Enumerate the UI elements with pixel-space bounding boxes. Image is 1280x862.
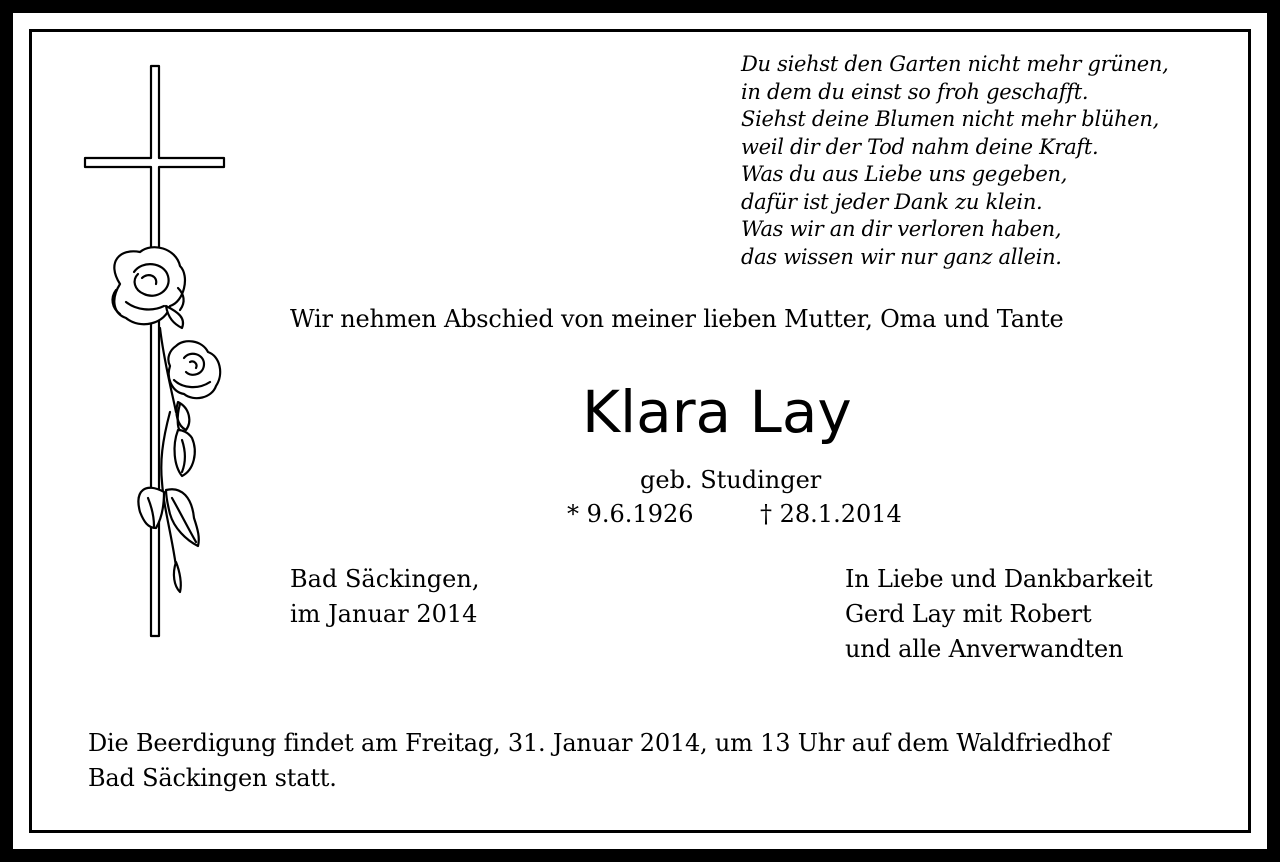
date-line: im Januar 2014 bbox=[290, 600, 478, 628]
place-line: Bad Säckingen, bbox=[290, 565, 480, 593]
birth-date: * 9.6.1926 bbox=[567, 500, 694, 528]
poem-line: Siehst deine Blumen nicht mehr blühen, bbox=[741, 107, 1160, 131]
poem-line: in dem du einst so froh geschafft. bbox=[741, 79, 1089, 104]
mourners-line: Gerd Lay mit Robert bbox=[845, 600, 1092, 628]
death-date: † 28.1.2014 bbox=[760, 500, 902, 528]
poem-line: Was du aus Liebe uns gegeben, bbox=[741, 162, 1068, 186]
poem-line: Was wir an dir verloren haben, bbox=[741, 217, 1062, 241]
funeral-details bbox=[88, 726, 1110, 796]
funeral-line: Die Beerdigung findet am Freitag, 31. Januar 2014, um 13 Uhr auf dem Waldfriedhof bbox=[88, 729, 1111, 757]
cross-with-roses-icon bbox=[82, 62, 232, 647]
poem-line: dafür ist jeder Dank zu klein. bbox=[741, 189, 1043, 214]
place-and-date bbox=[290, 562, 479, 632]
deceased-name: Klara Lay bbox=[582, 378, 852, 446]
maiden-name: geb. Studinger bbox=[640, 466, 822, 494]
funeral-line: Bad Säckingen statt. bbox=[88, 764, 337, 792]
memorial-poem bbox=[741, 51, 1169, 271]
farewell-intro: Wir nehmen Abschied von meiner lieben Mutter, Oma und Tante bbox=[290, 305, 1064, 333]
mourners-line: In Liebe und Dankbarkeit bbox=[845, 565, 1153, 593]
poem-line: weil dir der Tod nahm deine Kraft. bbox=[741, 134, 1099, 159]
poem-line: Du siehst den Garten nicht mehr grünen, bbox=[741, 52, 1169, 76]
poem-line: das wissen wir nur ganz allein. bbox=[741, 244, 1062, 269]
mourners-signature bbox=[845, 562, 1152, 667]
mourners-line: und alle Anverwandten bbox=[845, 635, 1124, 663]
